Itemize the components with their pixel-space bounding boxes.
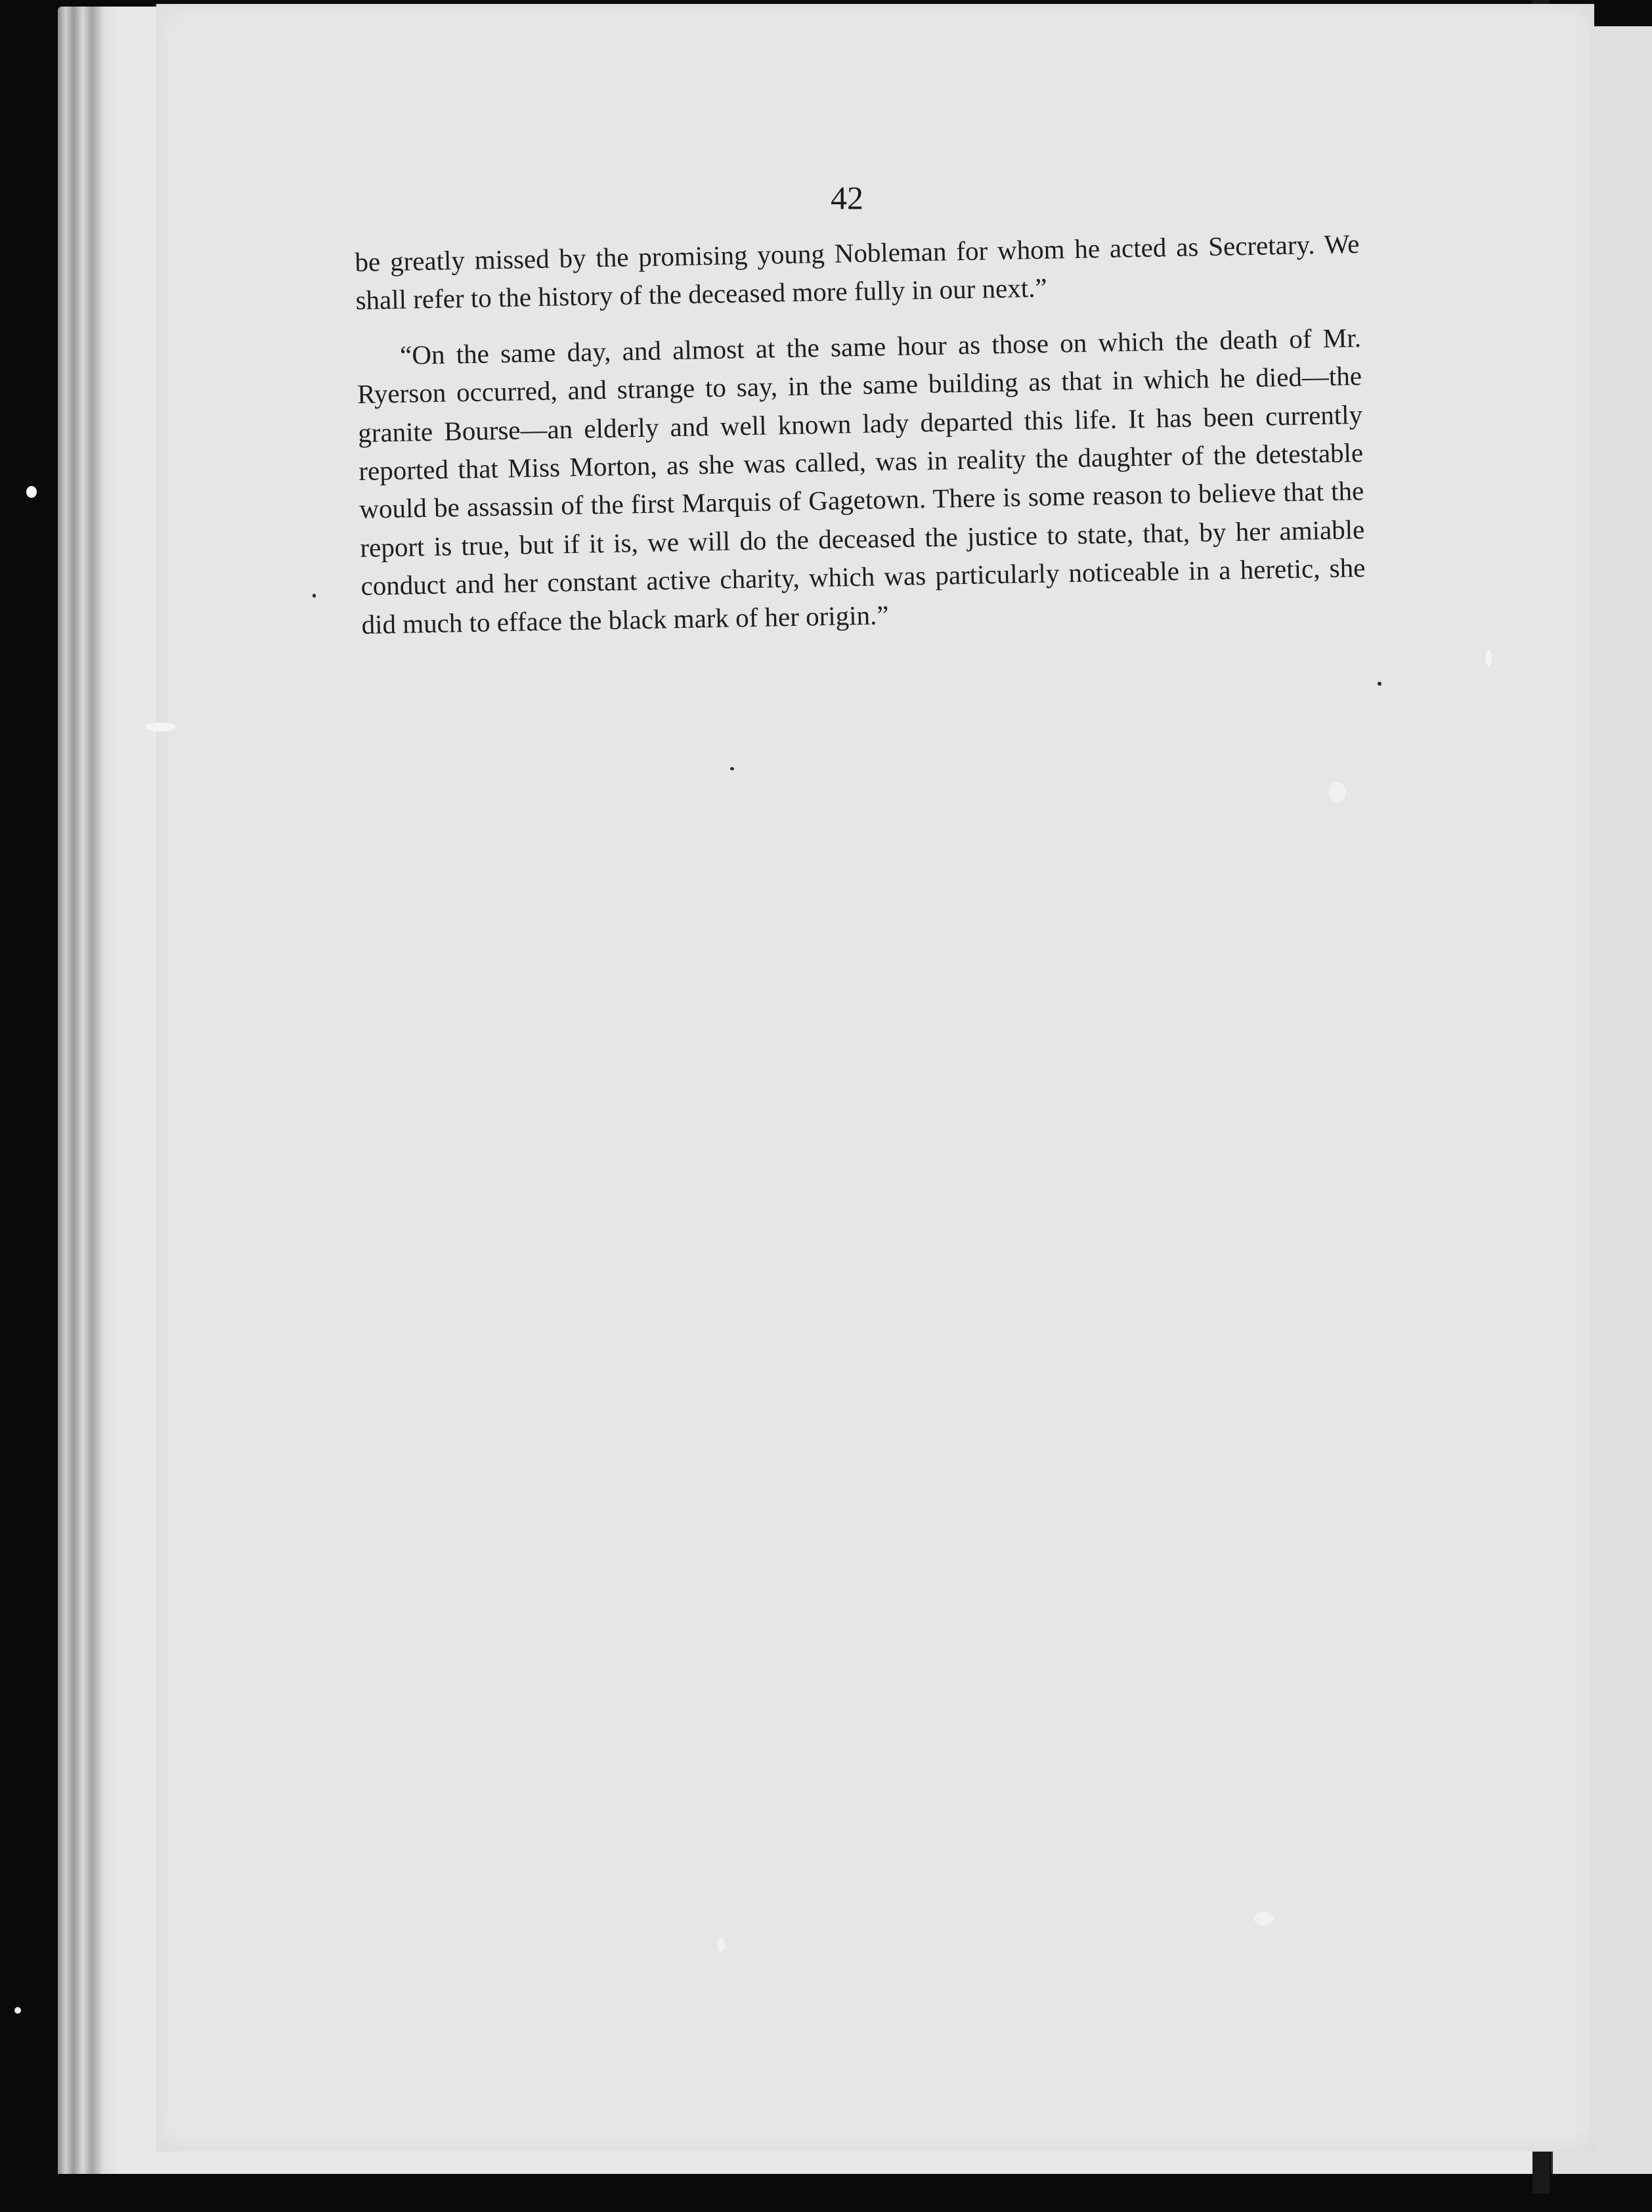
dust-speck [14,2007,21,2014]
dust-speck [26,486,37,498]
page-number: 42 [831,179,863,216]
dust-speck [1329,782,1346,803]
paragraph-2: “On the same day, and almost at the same hour as those on which the death of Mr. Ryerson occurred, and strange to say, in the same building as that in which he died—the granite Bourse—an elderly and well known lady departed this life. It has been currently reported that Miss Morton, as she was called, was in reality the daughter of the detestable would be assassin of the first Marquis of Gagetown. There is some reason to believe that the report is true, but if it is, we will do the deceased the justice to state, that, by her amiable conduct and her constant active charity, which was particularly noticeable in a heretic, she did much to efface the black mark of her origin.” [357,322,1366,640]
dust-speck [313,594,316,598]
dust-speck [1378,682,1381,686]
dust-speck [146,722,176,732]
dust-speck [1485,650,1492,666]
dust-speck [717,1937,725,1952]
dust-speck [730,767,734,770]
paragraph-1: be greatly missed by the promising young Nobleman for whom he acted as Secretary. We shall refer to the history of the deceased more fully in our next.” [355,228,1360,316]
body-text [355,225,1366,644]
dust-speck [1254,1911,1274,1926]
